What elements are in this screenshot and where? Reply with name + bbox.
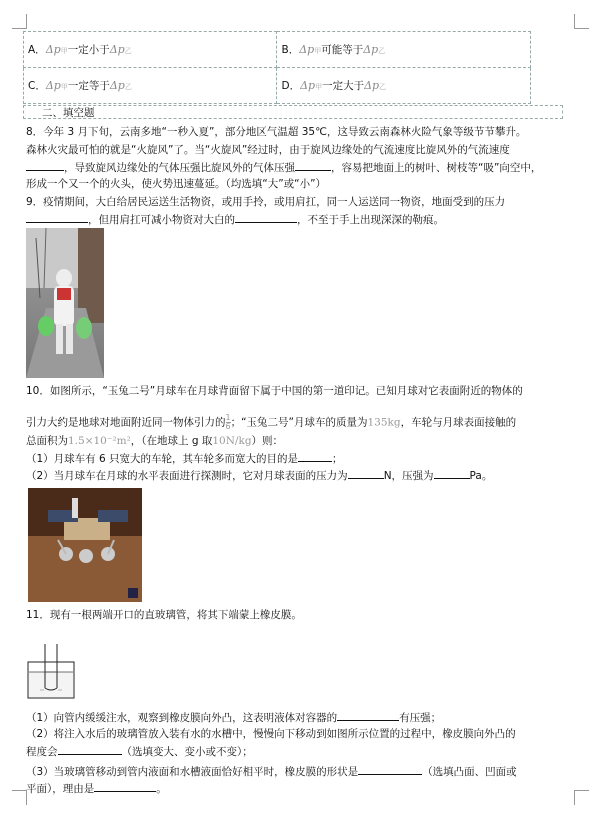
q8-line3: ，导致旋风边缘处的气体压强比旋风外的气体压强 ，容易把地面上的树叶、树枝等“吸”向空中，	[26, 160, 586, 175]
q11-line1: 11．现有一根两端开口的直玻璃管，将其下端蒙上橡皮膜。	[26, 609, 302, 621]
glass-tube-diagram	[26, 642, 76, 700]
q9-blank1[interactable]	[26, 212, 88, 223]
q8-line4: 形成一个又一个的火头，使火势迅速蔓延。（均选填“大”或“小”）	[26, 178, 327, 190]
q9-line1: 9．疫情期间，大白给居民运送生活物资，或用手拎，或用肩扛，同一人运送同一物资，地面受到的压力	[26, 196, 506, 208]
q11-blank2[interactable]	[58, 744, 122, 755]
q11-blank4[interactable]	[94, 781, 156, 792]
option-a[interactable]: A．Δp甲一定小于Δp乙	[24, 32, 277, 68]
q11-blank1[interactable]	[337, 710, 399, 721]
option-d[interactable]: D．Δp甲一定大于Δp乙	[277, 68, 531, 104]
q11-sub2: （2）将注入水后的玻璃管放入装有水的水槽中，慢慢向下移动到如图所示位置的过程中，橡皮膜向外凸的	[26, 728, 516, 740]
q11-blank3[interactable]	[358, 764, 422, 775]
crop-mark-bottom-left	[12, 790, 27, 805]
q8-blank2[interactable]	[295, 160, 331, 171]
q8-blank1[interactable]	[26, 160, 64, 171]
options-table	[23, 31, 531, 104]
option-c[interactable]: C．Δp甲一定等于Δp乙	[24, 68, 277, 104]
q8-line2: 森林火灾最可怕的就是“火旋风”了。当“火旋风”经过时，由于旋风边缘处的气流速度比旋风外的气流速度	[26, 144, 510, 156]
q11-sub2b: 程度会 （选填变大、变小或不变）；	[26, 746, 253, 758]
option-b[interactable]: B．Δp甲可能等于Δp乙	[277, 32, 531, 68]
q11-sub3: （3）当玻璃管移动到管内液面和水槽液面恰好相平时，橡皮膜的形状是 （选填凸面、凹面或	[26, 766, 517, 778]
section-title: 二、填空题	[23, 105, 563, 119]
crop-mark-top-left	[12, 14, 27, 29]
q10-blank3[interactable]	[434, 468, 470, 479]
photo-lunar-rover	[28, 488, 142, 602]
fraction-one-sixth: $\frac{1}{6}$	[225, 413, 231, 431]
crop-mark-top-right	[574, 14, 589, 29]
q10-line2: 引力大约是地球对地面附近同一物体引力的 $\frac{1}{6}$ ；“玉兔二号”月球车的质量为135kg，车轮与月球表面接触的	[26, 413, 517, 431]
q10-sub1: （1）月球车有 6 只宽大的车轮，其车轮多而宽大的目的是 ；	[26, 453, 343, 465]
q9-line2: ，但用肩扛可减小物资对大白的 ，不至于手上出现深深的勒痕。	[26, 212, 586, 227]
q11-sub3c: 平面），理由是 。	[26, 783, 167, 795]
photo-worker-carrying-supplies	[26, 228, 104, 378]
q10-blank2[interactable]	[348, 468, 384, 479]
q10-blank1[interactable]	[298, 451, 332, 462]
q9-blank2[interactable]	[235, 212, 297, 223]
q10-line1: 10．如图所示，“玉兔二号”月球车在月球背面留下属于中国的第一道印记。已知月球对它表面附近的物体的	[26, 385, 523, 397]
q10-sub2: （2）当月球车在月球的水平表面进行探测时，它对月球表面的压力为 N，压强为 Pa。	[26, 470, 493, 482]
q11-sub1: （1）向管内缓缓注水，观察到橡皮膜向外凸，这表明液体对容器的 有压强；	[26, 712, 442, 724]
q8-line1: 8．今年 3 月下旬，云南多地“一秒入夏”，部分地区气温超 35℃，这导致云南森林火险气象等级节节攀升。	[26, 126, 527, 138]
q10-line3: 总面积为1.5×10⁻²m²，（在地球上 g 取10N/kg）则：	[26, 435, 284, 447]
